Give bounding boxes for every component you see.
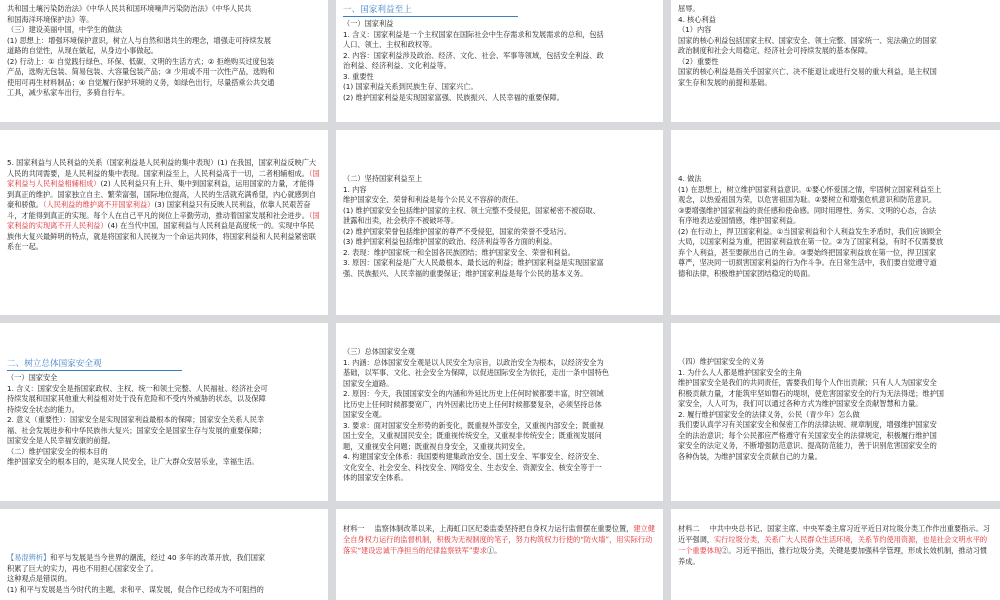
slide-thumbnail-7[interactable]	[0, 323, 328, 501]
slide-line: 工具，减少私家车出行，多骑自行车。	[7, 88, 130, 97]
slide-line: 3. 原因：国家利益是广大人民最根本、最长远的利益；维护国家利益是实现国家富	[343, 258, 604, 267]
slide-thumbnail-5[interactable]	[336, 130, 663, 315]
slide-line: 国家安全是人民幸福安康的前提。	[7, 436, 115, 445]
highlighted-text: （国家利益的实现离不开人民利益）	[7, 210, 320, 230]
slide-line: 2. 表现：维护国家统一和全国各民族团结；维护国家安全、荣誉和利益。	[343, 247, 575, 257]
slide-line: 治利益、经济利益、文化利益等。	[343, 61, 451, 70]
slide-line: 积累了巨大的实力，再也不用担心国家安全了。	[7, 563, 158, 573]
highlighted-text: 建立健全自身权力运行的监督机制，积极为无视制度的笔子，努力构筑权力行使的“防火墙”，用实际行动落实“建设忠诚干净担当的纪律监察铁军”要求	[343, 524, 655, 555]
slide-text	[7, 373, 321, 468]
slide-line: (1) 国家利益关系到民族生存、国家兴亡。	[343, 82, 478, 91]
slide-thumbnail-4[interactable]	[0, 130, 328, 315]
slide-text	[678, 174, 993, 279]
slide-line: 文化安全、社会安全、科技安全、网络安全、生态安全、资源安全、核安全等于一	[343, 462, 602, 472]
slide-line: (1) 思想上：增强环境保护意识，树立人与自然和谐共生的理念，增强走可持续发展	[7, 35, 272, 45]
slide-line: 强、民族振兴、人民幸福的重要保证；维护国家利益是每个公民的基本义务。	[343, 268, 588, 278]
slide-text	[678, 523, 993, 567]
slide-line: 和国海洋环境保护法》等。	[7, 14, 94, 24]
slide-line: 1. 含义：国家利益是一个主权国家在国际社会中生存需求和发展需求的总和，包括	[343, 29, 604, 39]
slide-text-span: ①。	[486, 546, 502, 555]
slide-line: 3. 要求：面对国家安全形势的新变化，既重视外部安全，又重视内部安全；既重视	[343, 420, 604, 430]
slide-line: （1）内容	[678, 25, 712, 34]
slide-line: (2) 维护国家利益是实现国家富强、民族振兴、人民幸福的重要保障。	[343, 92, 564, 102]
heading-underline	[7, 370, 182, 371]
slide-text	[343, 19, 656, 103]
slide-line: （三）建设美丽中国，中学生的做法	[7, 25, 123, 34]
slide-line: (1) 维护国家安全包括维护国家的主权、领土完整不受侵犯，国家秘密不被窃取、	[343, 205, 600, 215]
slide-line: 福、社会发展进步和中华民族伟大复兴；国家安全是国家生存与发展的重要保障；	[7, 425, 266, 435]
highlighted-text: （国家利益与人民利益相辅相成）	[7, 168, 320, 188]
slide-heading: 一、国家利益至上	[343, 5, 412, 15]
slide-line: 4. 构建国家安全体系：我国要构建集政治安全、国土安全、军事安全、经济安全、	[343, 452, 604, 461]
slide-text-span: (2) 人民利益只有上升、集中到国家利益，运用国家的力量，才能得到真正的维护。国家独立自主、繁荣富强，国际地位提高，人民的生活就充满希望，内心就感到自豪和骄傲。	[7, 179, 317, 209]
slide-line: 维护国家安全的根本目的，是实现人民安全，让广大群众安居乐业，幸福生活。	[7, 457, 259, 466]
slide-label: 材料二	[678, 524, 700, 533]
slide-heading: 二、树立总体国家安全观	[7, 359, 102, 369]
slide-line: 有序地表达爱国情感，维护国家利益。	[678, 216, 801, 225]
slide-line: 4. 核心利益	[678, 14, 716, 24]
slide-text-span: 监察体制改革以来，上海虹口区纪委监委坚持把自身权力运行监督摆在重要位置，	[374, 524, 634, 533]
slide-line: 弃个人利益，甚至要献出自己的生命。③要始终把国家利益放在第一位，捍卫国家	[678, 247, 937, 257]
heading-underline	[343, 16, 518, 17]
slide-line: 各种伪装，为维护国家安全贡献自己的力量。	[678, 451, 822, 461]
slide-label: 材料一	[343, 524, 365, 533]
slide-line: 观念，以热爱祖国为荣，以危害祖国为耻。②要树立和增强危机意识和防范意识。	[678, 195, 937, 204]
slide-line: 1. 内涵：总体国家安全观是以人民安全为宗旨，以政治安全为根本，以经济安全为	[343, 357, 604, 367]
slide-line: (1) 和平与发展是当今时代的主题，求和平、谋发展，促合作已经成为不可阻挡的	[7, 584, 264, 594]
slide-line: 大局，以国家利益为重，把国家利益放在第一位。②为了国家利益，有时不仅需要放	[678, 237, 944, 246]
slide-text	[343, 174, 656, 279]
slide-label: 【易混辨析】	[7, 553, 51, 562]
slide-line: 维护国家安全是我们的共同责任，需要我们每个人作出贡献；只有人人为国家安全	[678, 378, 937, 387]
slide-line: (3) 维护国家利益包括维护国家的政治、经济利益等各方面的利益。	[343, 237, 557, 246]
slide-text	[678, 357, 993, 462]
slide-line: ③要增强维护国家利益的责任感和使命感。同时用理性、务实、文明的心态，合法	[678, 205, 937, 215]
highlighted-text: （人民利益的维护离不开国家利益）	[42, 200, 155, 209]
slide-line: 比历史上任何时候都要宽广，内外因素比历史上任何时候都要复杂，必须坚持总体	[343, 399, 602, 409]
slide-line: 国家安全道路。	[343, 378, 394, 388]
slide-text-span: (4) 在当代中国，国家利益与人民利益是高度统一的。实现中华民族伟大复兴最鲜明的特点，就是将国家和人民视为一个命运共同体，将国家利益和人民利益紧密联系在一起。	[7, 221, 317, 251]
slide-text	[7, 158, 321, 253]
slide-line: 体的国家安全体系。	[343, 473, 408, 482]
slide-line: 1. 内容	[343, 184, 367, 194]
slide-line: 泄露和出卖，社会秩序不被破坏等。	[343, 216, 459, 225]
slide-thumbnail-8[interactable]	[336, 323, 663, 501]
slide-line: 1. 含义：国家安全是指国家政权、主权、统一和领土完整、人民福祉、经济社会可	[7, 383, 268, 393]
slide-thumbnail-10[interactable]	[0, 509, 328, 600]
slide-line: 2. 原因：今天，我国国家安全的内涵和外延比历史上任何时候都要丰富，时空领域	[343, 389, 604, 398]
slide-thumbnail-11[interactable]	[336, 509, 663, 600]
highlighted-text: 实行垃圾分类，关系广大人民群众生活环境，关系节约使用资源，也是社会文明水平的一个重要体现	[678, 535, 988, 555]
slide-line: 维护国家安全、荣誉和利益是每个公民义不容辞的责任。	[343, 195, 523, 204]
slide-text-span: 5. 国家利益与人民利益的关系（国家利益是人民利益的集中表现）	[7, 158, 218, 167]
slide-line: (2) 行动上：① 自觉践行绿色、环保、低碳、文明的生活方式；② 拒绝购买过度包装	[7, 56, 275, 66]
slide-line: 国家的核心利益是指关乎国家兴亡、决不能退让或进行交易的重大利益，是主权国	[678, 67, 937, 76]
slide-text-span: ②。	[721, 546, 736, 555]
slide-text-span: (1) 在我国，国家利益反映广大人民的共同需要，是人民利益的集中表现。国家利益至上，人民利益高于一切，二者相辅相成。	[7, 158, 317, 178]
slide-thumbnail-6[interactable]	[671, 130, 1000, 315]
slide-line: 人口、领土、主权和政权等。	[343, 40, 437, 49]
slide-line: 家生存和发展的前提和基础。	[678, 77, 772, 87]
slide-line: （二）坚持国家利益至上	[343, 174, 423, 183]
slide-line: 屈辱。	[678, 4, 700, 13]
slide-line: 尊严，坚决同一切损害国家利益的行为作斗争。在日常生活中，我们要自觉遵守道	[678, 258, 937, 267]
slide-text-span: (3) 国家利益只有反映人民利益，依靠人民艰苦奋斗，才能得到真正的实现。每个人在自己平凡的岗位上辛勤劳动，推动着国家发展和社会进步。	[7, 200, 311, 220]
slide-line: 和平与发展是当今世界的潮流，经过 40 多年的改革开放，我们国家	[50, 553, 266, 562]
slide-line: 产品，选购无包装、简易包装、大容量包装产品；③ 少用或不用一次性产品，选购和	[7, 67, 275, 76]
slide-line: 这种观点是错误的。	[7, 574, 72, 583]
slide-line: 基础，以军事、文化、社会安全为保障，以促进国际安全为依托，走出一条中国特色	[343, 368, 609, 377]
slide-thumbnail-3[interactable]	[671, 0, 1000, 122]
slide-line: 使用可再生材料制品；④ 自觉履行保护环境的义务，如绿色出行，尽量搭乘公共交通	[7, 77, 275, 87]
slide-line: （一）国家利益	[343, 19, 394, 28]
slide-line: 3. 重要性	[343, 71, 374, 81]
slide-line: 4. 做法	[678, 174, 702, 183]
slide-line: 持续安全状态的能力。	[7, 404, 79, 414]
slide-line: 家安全的法定义务，不断增强防范意识、提高防范能力，善于识别危害国家安全的	[678, 441, 937, 450]
slide-line: 2. 履行维护国家安全的法律义务，公民（青少年）怎么做	[678, 409, 860, 419]
slide-line: 家安全，人人可为，我们可以通过各种方式为维护国家安全贡献智慧和力量。	[678, 399, 923, 408]
slide-text	[343, 523, 656, 556]
slide-line: 2. 意义（重要性）：国家安全是实现国家利益最根本的保障；国家安全关系人民幸	[7, 415, 265, 424]
slide-text-span: 中共中央总书记、国家主席、中央军委主席习近平近日对垃圾分类工作作出重要指示。习近平强调，	[678, 524, 990, 544]
slide-line: 题，又重视安全问题；既重视自身安全，又重视共同安全。	[343, 441, 530, 451]
slide-line: （二）维护国家安全的根本目的	[7, 446, 108, 456]
slide-line: 政治制度和社会大局稳定、经济社会可持续发展的基本保障。	[678, 46, 873, 55]
slide-text	[7, 553, 321, 595]
slide-thumbnail-1[interactable]	[0, 0, 328, 122]
slide-line: 积极贡献力量，才能筑牢坚如磐石的堤坝，使危害国家安全的行为无法得逞；维护国	[678, 388, 944, 398]
slide-line: (2) 维护国家荣誉包括维护国家的尊严不受侵犯，国家的荣誉不受玷污。	[343, 226, 572, 236]
slide-line: （四）维护国家安全的义务	[678, 357, 765, 366]
slide-thumbnail-2[interactable]	[336, 0, 663, 122]
slide-line: 我们要认真学习有关国家安全和保密工作的法律法规、规章制度，增强维护国家安	[678, 420, 937, 429]
slide-line: 国家安全观。	[343, 410, 387, 419]
slide-line: 道路的自觉性，从现在做起，从身边小事做起。	[7, 46, 158, 55]
slide-line: 国土安全，又重视国民安全；既重视传统安全，又重视非传统安全；既重视发展问	[343, 431, 602, 440]
slide-text	[678, 4, 993, 88]
slide-line: 1. 为什么人人都是维护国家安全的主角	[678, 367, 803, 377]
slide-line: 共和国土壤污染防治法》《中华人民共和国环境噪声污染防治法》《中华人民共	[7, 4, 252, 13]
slide-text-span: 习近平指出，推行垃圾分类，关键是要加强科学管理，形成长效机制，推动习惯养成。	[678, 546, 988, 566]
slide-line: 持续发展和国家其他重大利益相对处于没有危险和不受内外威胁的状态，以及保障	[7, 394, 266, 403]
slide-line: （一）国家安全	[7, 373, 58, 382]
slide-text	[7, 4, 321, 99]
slide-line: （三）总体国家安全观	[343, 347, 415, 356]
slide-line: (2) 在行动上，捍卫国家利益。①当国家利益和个人利益发生矛盾时，我们应该顾全	[678, 226, 942, 236]
slide-line: （2）重要性	[678, 56, 719, 66]
slide-line: 2. 内容：国家利益涉及政治、经济、文化、社会、军事等领域，包括安全利益、政	[343, 50, 604, 60]
slide-thumbnail-12[interactable]	[671, 509, 1000, 600]
slide-line: 全的法治意识；每个公民都应严格遵守有关国家安全的法律规定，积极履行维护国	[678, 430, 937, 440]
slide-thumbnail-9[interactable]	[671, 323, 1000, 501]
slide-line: 国家的核心利益包括国家主权、国家安全、领土完整、国家统一、宪法确立的国家	[678, 35, 937, 45]
slide-line: 德和法律，积极维护国家团结稳定的局面。	[678, 268, 815, 278]
slide-line: (1) 在思想上，树立维护国家利益意识。①要心怀爱国之情，牢固树立国家利益至上	[678, 184, 942, 194]
slide-text	[343, 347, 656, 484]
